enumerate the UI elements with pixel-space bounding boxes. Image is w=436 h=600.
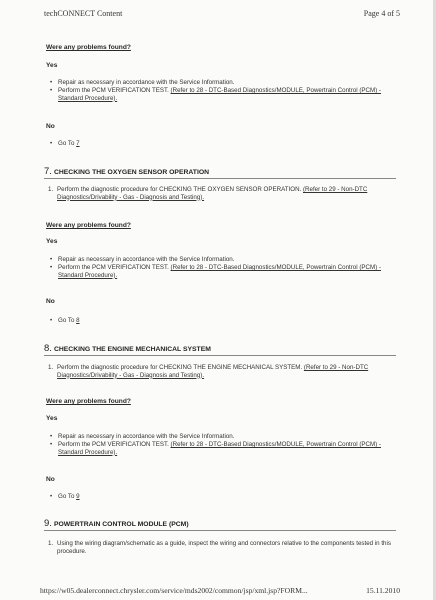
reference-link[interactable]: (Refer to 29 - Non-DTC Diagnostics/Drivability - Gas - Diagnosis and Testing). xyxy=(57,364,369,379)
yes-label: Yes xyxy=(46,415,58,422)
goto-link[interactable]: 8 xyxy=(76,317,80,324)
reference-link[interactable]: (Refer to 28 - DTC-Based Diagnostics/MODULE, Powertrain Control (PCM) - Standard Procedure). xyxy=(58,87,381,102)
header-title: techCONNECT Content xyxy=(44,9,123,18)
list-item: • Go To 9 xyxy=(50,493,80,500)
list-item: • Repair as necessary in accordance with the Service Information. xyxy=(50,256,235,263)
reference-link[interactable]: (Refer to 28 - DTC-Based Diagnostics/MODULE, Powertrain Control (PCM) - Standard Procedure). xyxy=(58,264,381,279)
section-heading: 9. POWERTRAIN CONTROL MODULE (PCM) xyxy=(44,518,396,531)
problems-question: Were any problems found? xyxy=(46,398,131,405)
page-header xyxy=(44,9,400,21)
section-heading: 8. CHECKING THE ENGINE MECHANICAL SYSTEM xyxy=(44,343,396,356)
page-footer xyxy=(40,586,400,598)
footer-date: 15.11.2010 xyxy=(366,586,400,595)
reference-link[interactable]: (Refer to 28 - DTC-Based Diagnostics/MODULE, Powertrain Control (PCM) - Standard Procedure). xyxy=(58,441,381,456)
problems-question: Were any problems found? xyxy=(46,222,131,229)
problems-question: Were any problems found? xyxy=(46,44,131,51)
section-heading: 7. CHECKING THE OXYGEN SENSOR OPERATION xyxy=(44,166,396,179)
list-item: • Perform the PCM VERIFICATION TEST. (Refer to 28 - DTC-Based Diagnostics/MODULE, Powertrain Control (PCM) - Standard Procedure). xyxy=(50,264,381,279)
yes-label: Yes xyxy=(46,62,58,69)
reference-link[interactable]: (Refer to 29 - Non-DTC Diagnostics/Drivability - Gas - Diagnosis and Testing). xyxy=(57,186,368,201)
goto-link[interactable]: 9 xyxy=(76,493,80,500)
no-label: No xyxy=(46,123,55,130)
list-item: • Repair as necessary in accordance with the Service Information. xyxy=(50,433,235,440)
yes-label: Yes xyxy=(46,238,58,245)
goto-link[interactable]: 7 xyxy=(76,140,80,147)
footer-url: https://w05.dealerconnect.chrysler.com/service/mds2002/common/jsp/xml.jsp?FORM... xyxy=(40,586,308,595)
list-item: • Perform the PCM VERIFICATION TEST. (Refer to 28 - DTC-Based Diagnostics/MODULE, Powertrain Control (PCM) - Standard Procedure). xyxy=(50,441,381,456)
document-page: techCONNECT Content Page 4 of 5 Were any problems found? Yes • Repair as necessary in accordance with the Service Information. • Perform the PCM VERIFICATION TEST. (Refer to 28 - DTC-Based Diagnostics/MODULE, Powertrain Control (PCM) - Standard Procedure). No • Go To 7 7. CHECKING THE OXYGEN SENSOR OPERATION 1. Perform the diagnostic procedure for CHECKING THE OXYGEN SENSOR OPERATION. (Refer to 29 - Non-DTC Diagnostics/Drivability - Gas - Diagnosis and Testing). Were any problems found? Yes • Repair as necessary in accordance with the Service Information. • Perform the PCM VERIFICATION TEST. (Refer to 28 - DTC-Based Diagnostics/MODULE, Powertrain Control (PCM) - Standard Procedure). No • Go To 8 8. CHECKING THE ENGINE MECHANICAL SYSTEM 1. Perform the diagnostic procedure for CHECKING THE ENGINE MECHANICAL SYSTEM. (Refer to 29 - Non-DTC Diagnostics/Drivability - Gas - Diagnosis and Testing). Were any problems found? Yes • Repair as necessary in accordance with the Service Information. • Perform the PCM VERIFICATION TEST. (Refer to 28 - DTC-Based Diagnostics/MODULE, Powertrain Control (PCM) - Standard Procedure). No • Go To 9 9. POWERTRAIN CONTROL MODULE (PCM) 1. Using the wiring diagram/schematic as a guide, inspect the wiring and connectors relative to the components tested in this procedure. https://w05.dealerconnect.chrysler.com/service/mds2002/common/jsp/xml.jsp?FORM... 15.11.2010 xyxy=(0,0,436,600)
list-item: • Repair as necessary in accordance with the Service Information. xyxy=(50,79,235,86)
no-label: No xyxy=(46,298,55,305)
list-item: • Go To 7 xyxy=(50,140,80,147)
no-label: No xyxy=(46,476,55,483)
page-number: Page 4 of 5 xyxy=(363,9,400,18)
list-item: • Go To 8 xyxy=(50,317,80,324)
list-item: • Perform the PCM VERIFICATION TEST. (Refer to 28 - DTC-Based Diagnostics/MODULE, Powertrain Control (PCM) - Standard Procedure). xyxy=(50,87,381,102)
